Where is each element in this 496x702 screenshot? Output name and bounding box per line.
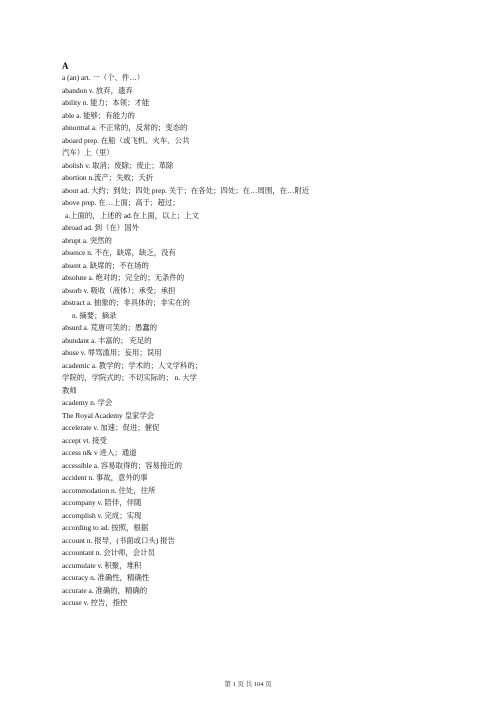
vocab-entry: able a. 能够；有能力的 xyxy=(62,110,135,120)
vocab-entry: abundant a. 丰富的； 充足的 xyxy=(62,335,152,345)
vocab-entry: accumulate v. 积聚，堆积 xyxy=(62,560,142,570)
vocab-entry: abnormal a. 不正常的，反常的；变态的 xyxy=(62,123,188,132)
vocab-entry: abroad ad. 到（在）国外 xyxy=(62,223,139,232)
vocab-entry: accept vt. 接受 xyxy=(62,435,107,445)
vocab-entry: n. 摘要；摘录 xyxy=(72,310,117,320)
vocab-entry: accident n. 事故，意外的事 xyxy=(62,473,148,482)
vocab-entry: The Royal Academy 皇家学会 xyxy=(62,410,155,420)
vocab-entry: abolish v. 取消；废除；废止；革除 xyxy=(62,160,174,170)
vocab-entry: 汽车）上（里） xyxy=(62,148,114,157)
vocab-entry: above prep. 在…上面；高于；超过； xyxy=(62,198,180,207)
vocab-entry: accompany v. 陪伴，伴随 xyxy=(62,498,142,507)
vocab-entry: aboard prep. 在船（或飞机、火车、公共 xyxy=(62,135,190,145)
vocab-entry: 教师 xyxy=(62,385,77,395)
vocab-entry: accuracy n. 准确性，精确性 xyxy=(62,573,150,582)
vocab-entry: academic a. 教学的；学术的；人文学科的； xyxy=(62,360,203,370)
vocab-entry: about ad. 大约；到处；四处 prep. 关于；在各处；四处；在…周围，在…附近 xyxy=(62,185,310,195)
vocab-entry: accessible a. 容易取得的；容易接近的 xyxy=(62,460,183,470)
vocab-entry: absence n. 不在，缺席，缺乏，没有 xyxy=(62,248,176,257)
vocabulary-list xyxy=(62,60,482,610)
vocab-entry: abstract a. 抽象的；非具体的；非实在的 xyxy=(62,298,190,307)
vocab-entry: according to ad. 按照，根据 xyxy=(62,523,149,532)
vocab-entry: a.上面的，上述的 ad.在上面，以上；上文 xyxy=(65,210,200,220)
vocab-entry: 学院的，学院式的；不切实际的； n. 大学 xyxy=(62,373,197,382)
vocab-entry: absorb v. 吸收（液体）；承受；承担 xyxy=(62,285,176,295)
vocab-entry: academy n. 学会 xyxy=(62,398,113,407)
vocab-entry: abortion n.流产；失败；夭折 xyxy=(62,173,154,182)
vocab-entry: accuse v. 控告，指控 xyxy=(62,598,128,607)
entries-container xyxy=(62,72,482,610)
vocab-entry: ability n. 能力；本领；才能 xyxy=(62,98,150,107)
vocab-entry: accommodation n. 住处，住所 xyxy=(62,485,156,495)
section-letter: A xyxy=(62,61,69,71)
vocab-entry: abrupt a. 突然的 xyxy=(62,235,112,245)
vocab-entry: abuse v. 辱骂滥用；妄用；误用 xyxy=(62,348,162,357)
vocab-entry: absolute a. 绝对的；完全的；无条件的 xyxy=(62,273,185,282)
vocab-entry: account n. 报导，(书面或口头) 报告 xyxy=(62,535,175,545)
vocab-entry: accelerate v. 加速；促进；催促 xyxy=(62,423,160,432)
vocab-entry: abandon v. 放弃，遗弃 xyxy=(62,85,133,95)
vocab-entry: accountant n. 会计师，会计员 xyxy=(62,548,155,557)
vocab-entry: accomplish v. 完成；实现 xyxy=(62,510,142,520)
vocab-entry: accurate a. 准确的，精确的 xyxy=(62,585,148,595)
vocab-entry: absurd a. 荒唐可笑的；愚蠢的 xyxy=(62,323,158,332)
page-footer: 第 1 页 共 104 页 xyxy=(224,681,272,688)
vocab-entry: access n& v 进入；通道 xyxy=(62,448,137,457)
vocab-entry: absent a. 缺席的；不在场的 xyxy=(62,260,149,270)
vocab-entry: a (an) art. 一（个、件…） xyxy=(62,73,145,82)
